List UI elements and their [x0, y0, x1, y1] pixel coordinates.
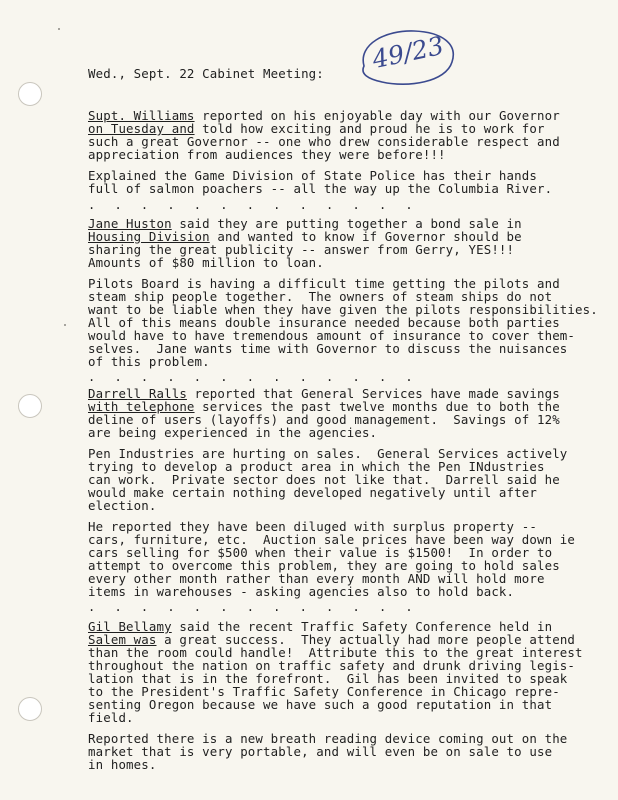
text-line: senting Oregon because we have such a good reputation in that — [88, 697, 553, 712]
dot-leader: . . . . . . . . . . . . . — [88, 198, 419, 212]
text-line: sharing the great publicity -- answer from Gerry, YES!!! — [88, 242, 515, 257]
text-line: Reported there is a new breath reading device coming out on the — [88, 731, 568, 746]
text-line: such a great Governor -- one who drew considerable respect and — [88, 134, 560, 149]
text-line: want to be liable when they have given the pilots responsibilities. — [88, 302, 598, 317]
text-line: trying to develop a product area in which the Pen INdustries — [88, 459, 545, 474]
text-line: with telephone services the past twelve months due to both the — [88, 399, 560, 414]
text-line: to the President's Traffic Safety Conference in Chicago repre- — [88, 684, 560, 699]
paper-speck — [58, 28, 60, 30]
text-line: market that is very portable, and will even be on sale to use — [88, 744, 553, 759]
text-line: can work. Private sector does not like that. Darrell said he — [88, 472, 560, 487]
text-line: in homes. — [88, 757, 157, 772]
dot-leader: . . . . . . . . . . . . . — [88, 600, 419, 614]
text-line: lation that is in the forefront. Gil has been invited to speak — [88, 671, 568, 686]
text-line: selves. Jane wants time with Governor to discuss the nuisances — [88, 341, 568, 356]
text-line: on Tuesday and told how exciting and proud he is to work for — [88, 121, 545, 136]
text-line: election. — [88, 498, 157, 513]
text-line: Gil Bellamy said the recent Traffic Safety Conference held in — [88, 619, 553, 634]
text-line: would have to have tremendous amount of insurance to cover them- — [88, 328, 576, 343]
text-line: Salem was a great success. They actually had more people attend — [88, 632, 576, 647]
text-line: Pen Industries are hurting on sales. General Services actively — [88, 446, 568, 461]
dot-leader: . . . . . . . . . . . . . — [88, 370, 419, 384]
text-line: cars, furniture, etc. Auction sale prices have been way down ie — [88, 532, 576, 547]
binder-hole-bottom — [18, 697, 42, 721]
text-line: than the room could handle! Attribute this to the great interest — [88, 645, 583, 660]
text-line: All of this means double insurance needed because both parties — [88, 315, 560, 330]
text-line: of this problem. — [88, 354, 210, 369]
text-line: Housing Division and wanted to know if Governor should be — [88, 229, 522, 244]
text-line: full of salmon poachers -- all the way up the Columbia River. — [88, 181, 553, 196]
text-line: steam ship people together. The owners of steam ships do not — [88, 289, 553, 304]
meeting-header: Wed., Sept. 22 Cabinet Meeting: — [88, 66, 324, 81]
text-line: deline of users (layoffs) and good management. Savings of 12% — [88, 412, 560, 427]
text-line: are being experienced in the agencies. — [88, 425, 378, 440]
binder-hole-top — [18, 82, 42, 106]
text-line: field. — [88, 710, 134, 725]
text-line: items in warehouses - asking agencies also to hold back. — [88, 584, 515, 599]
text-line: Supt. Williams reported on his enjoyable day with our Governor — [88, 108, 560, 123]
text-line: Pilots Board is having a difficult time getting the pilots and — [88, 276, 560, 291]
handwritten-note: 49/23 — [369, 30, 447, 75]
handwritten-annotation — [352, 22, 464, 94]
text-line: He reported they have been diluged with surplus property -- — [88, 519, 537, 534]
text-line: would make certain nothing developed negatively until after — [88, 485, 537, 500]
text-line: every other month rather than every month AND will hold more — [88, 571, 545, 586]
paper-speck — [64, 324, 66, 326]
text-line: Amounts of $80 million to loan. — [88, 255, 324, 270]
text-line: Darrell Ralls reported that General Services have made savings — [88, 386, 560, 401]
text-line: Explained the Game Division of State Police has their hands — [88, 168, 537, 183]
binder-hole-middle — [18, 394, 42, 418]
text-line: attempt to overcome this problem, they are going to hold sales — [88, 558, 560, 573]
text-line: Jane Huston said they are putting together a bond sale in — [88, 216, 522, 231]
text-line: cars selling for $500 when their value is $1500! In order to — [88, 545, 553, 560]
text-line: throughout the nation on traffic safety and drunk driving legis- — [88, 658, 576, 673]
text-line: appreciation from audiences they were before!!! — [88, 147, 446, 162]
